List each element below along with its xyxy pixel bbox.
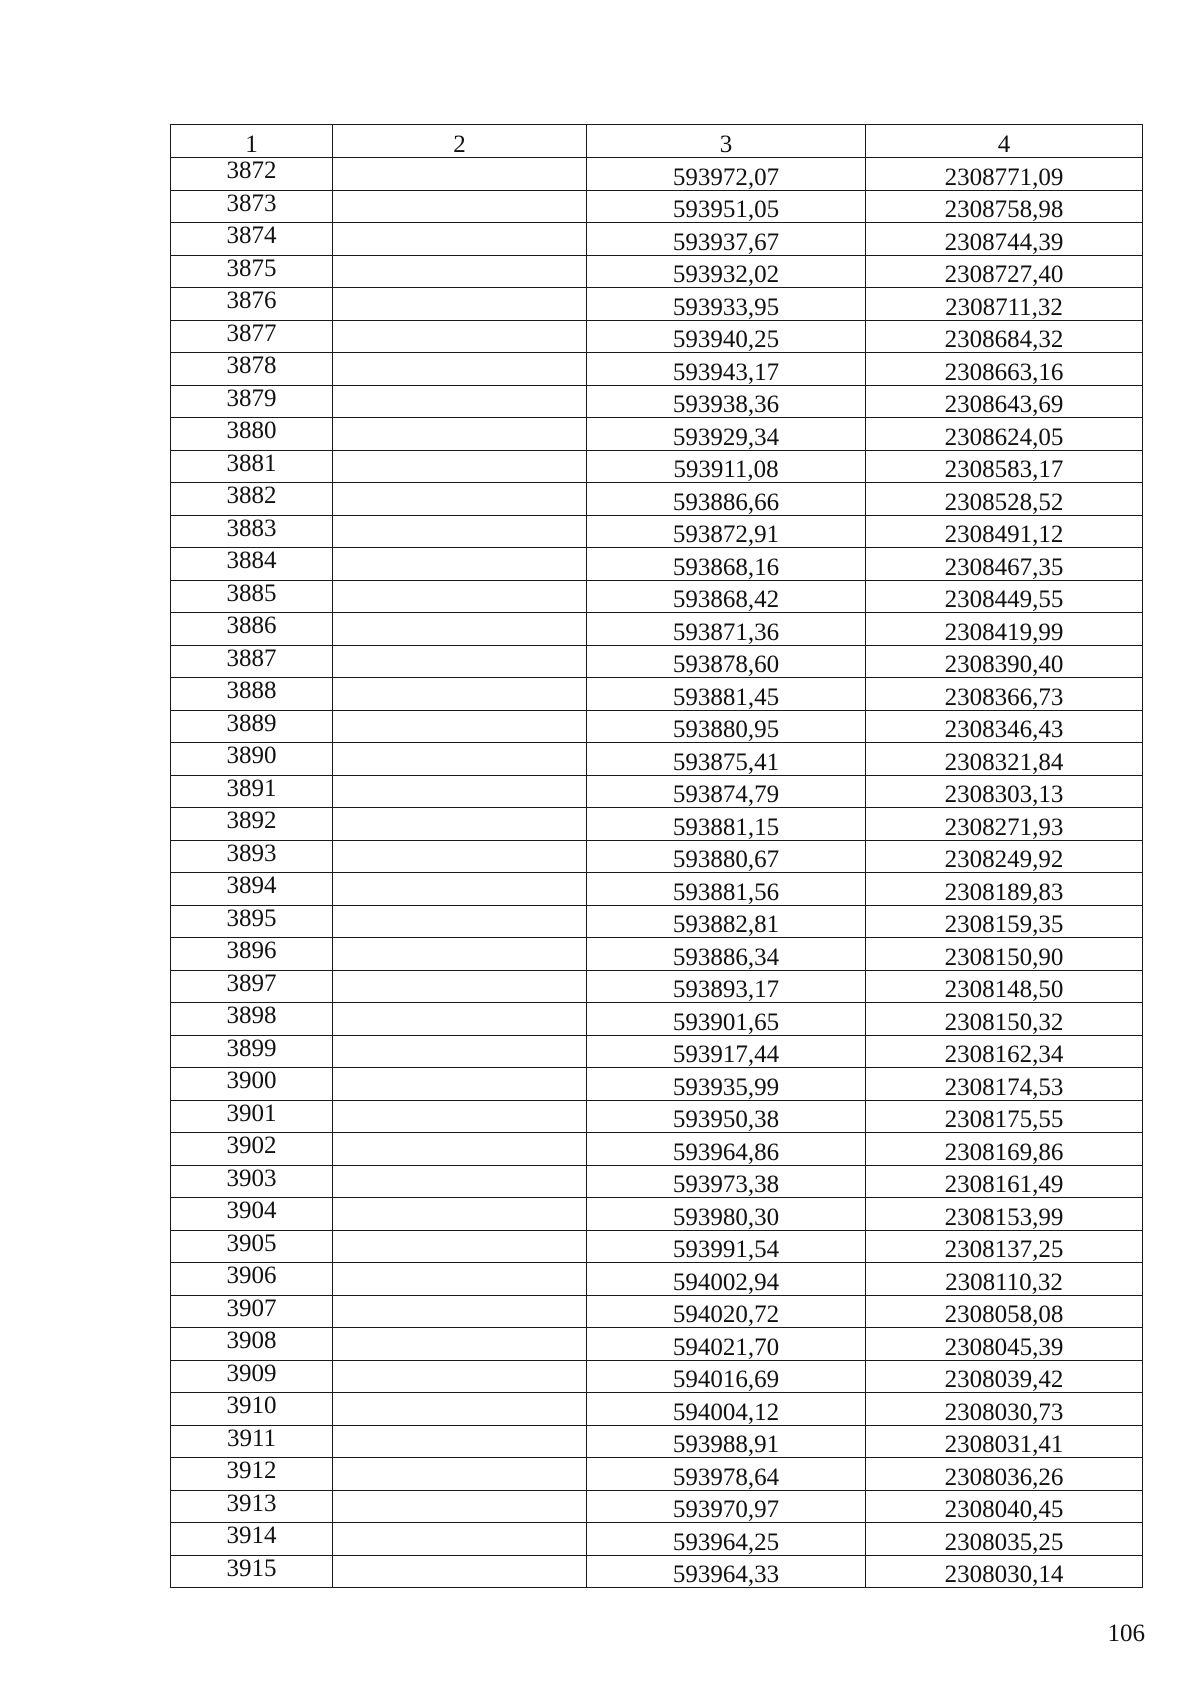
y-coordinate-cell: 2308040,45 bbox=[866, 1490, 1143, 1523]
description-cell bbox=[333, 970, 587, 1003]
table-row bbox=[171, 418, 1143, 451]
description-cell bbox=[333, 905, 587, 938]
description-cell bbox=[333, 710, 587, 743]
table-row bbox=[171, 645, 1143, 678]
description-cell bbox=[333, 1230, 587, 1263]
x-coordinate-cell: 593978,64 bbox=[587, 1458, 866, 1491]
point-number-cell: 3880 bbox=[171, 418, 333, 451]
y-coordinate-cell: 2308159,35 bbox=[866, 905, 1143, 938]
column-header-2: 2 bbox=[333, 125, 587, 158]
y-coordinate-cell: 2308744,39 bbox=[866, 223, 1143, 256]
y-coordinate-cell: 2308528,52 bbox=[866, 483, 1143, 516]
x-coordinate-cell: 593874,79 bbox=[587, 775, 866, 808]
page-number: 106 bbox=[1107, 1620, 1145, 1647]
y-coordinate-cell: 2308771,09 bbox=[866, 158, 1143, 191]
point-number-cell: 3900 bbox=[171, 1068, 333, 1101]
y-coordinate-cell: 2308249,92 bbox=[866, 840, 1143, 873]
table-row bbox=[171, 320, 1143, 353]
table-row bbox=[171, 873, 1143, 906]
y-coordinate-cell: 2308491,12 bbox=[866, 515, 1143, 548]
description-cell bbox=[333, 1035, 587, 1068]
table-header-row bbox=[171, 125, 1143, 158]
y-coordinate-cell: 2308419,99 bbox=[866, 613, 1143, 646]
table-row bbox=[171, 743, 1143, 776]
x-coordinate-cell: 593881,15 bbox=[587, 808, 866, 841]
table-row bbox=[171, 1198, 1143, 1231]
description-cell bbox=[333, 353, 587, 386]
point-number-cell: 3893 bbox=[171, 840, 333, 873]
point-number-cell: 3914 bbox=[171, 1523, 333, 1556]
y-coordinate-cell: 2308031,41 bbox=[866, 1425, 1143, 1458]
table-row bbox=[171, 548, 1143, 581]
x-coordinate-cell: 593872,91 bbox=[587, 515, 866, 548]
x-coordinate-cell: 593868,16 bbox=[587, 548, 866, 581]
description-cell bbox=[333, 645, 587, 678]
description-cell bbox=[333, 1393, 587, 1426]
y-coordinate-cell: 2308161,49 bbox=[866, 1165, 1143, 1198]
point-number-cell: 3888 bbox=[171, 678, 333, 711]
column-header-4: 4 bbox=[866, 125, 1143, 158]
description-cell bbox=[333, 288, 587, 321]
point-number-cell: 3891 bbox=[171, 775, 333, 808]
point-number-cell: 3906 bbox=[171, 1263, 333, 1296]
description-cell bbox=[333, 873, 587, 906]
point-number-cell: 3901 bbox=[171, 1100, 333, 1133]
description-cell bbox=[333, 385, 587, 418]
point-number-cell: 3897 bbox=[171, 970, 333, 1003]
column-header-3: 3 bbox=[587, 125, 866, 158]
description-cell bbox=[333, 1523, 587, 1556]
description-cell bbox=[333, 1490, 587, 1523]
description-cell bbox=[333, 255, 587, 288]
x-coordinate-cell: 593886,34 bbox=[587, 938, 866, 971]
x-coordinate-cell: 593938,36 bbox=[587, 385, 866, 418]
y-coordinate-cell: 2308727,40 bbox=[866, 255, 1143, 288]
point-number-cell: 3887 bbox=[171, 645, 333, 678]
table-row bbox=[171, 1490, 1143, 1523]
x-coordinate-cell: 593875,41 bbox=[587, 743, 866, 776]
table-row bbox=[171, 613, 1143, 646]
point-number-cell: 3903 bbox=[171, 1165, 333, 1198]
x-coordinate-cell: 593972,07 bbox=[587, 158, 866, 191]
description-cell bbox=[333, 1425, 587, 1458]
description-cell bbox=[333, 1458, 587, 1491]
y-coordinate-cell: 2308449,55 bbox=[866, 580, 1143, 613]
x-coordinate-cell: 593970,97 bbox=[587, 1490, 866, 1523]
description-cell bbox=[333, 1360, 587, 1393]
point-number-cell: 3885 bbox=[171, 580, 333, 613]
point-number-cell: 3886 bbox=[171, 613, 333, 646]
x-coordinate-cell: 593881,45 bbox=[587, 678, 866, 711]
description-cell bbox=[333, 1100, 587, 1133]
point-number-cell: 3899 bbox=[171, 1035, 333, 1068]
table-row bbox=[171, 775, 1143, 808]
table-row bbox=[171, 1263, 1143, 1296]
y-coordinate-cell: 2308303,13 bbox=[866, 775, 1143, 808]
column-header-1: 1 bbox=[171, 125, 333, 158]
y-coordinate-cell: 2308036,26 bbox=[866, 1458, 1143, 1491]
x-coordinate-cell: 594016,69 bbox=[587, 1360, 866, 1393]
description-cell bbox=[333, 1003, 587, 1036]
x-coordinate-cell: 593937,67 bbox=[587, 223, 866, 256]
x-coordinate-cell: 593943,17 bbox=[587, 353, 866, 386]
description-cell bbox=[333, 840, 587, 873]
table-row bbox=[171, 938, 1143, 971]
point-number-cell: 3913 bbox=[171, 1490, 333, 1523]
x-coordinate-cell: 593901,65 bbox=[587, 1003, 866, 1036]
point-number-cell: 3883 bbox=[171, 515, 333, 548]
x-coordinate-cell: 593991,54 bbox=[587, 1230, 866, 1263]
description-cell bbox=[333, 678, 587, 711]
x-coordinate-cell: 593988,91 bbox=[587, 1425, 866, 1458]
x-coordinate-cell: 593881,56 bbox=[587, 873, 866, 906]
description-cell bbox=[333, 1068, 587, 1101]
y-coordinate-cell: 2308137,25 bbox=[866, 1230, 1143, 1263]
description-cell bbox=[333, 548, 587, 581]
table-row bbox=[171, 1133, 1143, 1166]
description-cell bbox=[333, 418, 587, 451]
table-row bbox=[171, 1165, 1143, 1198]
y-coordinate-cell: 2308346,43 bbox=[866, 710, 1143, 743]
table-row bbox=[171, 1003, 1143, 1036]
point-number-cell: 3909 bbox=[171, 1360, 333, 1393]
y-coordinate-cell: 2308189,83 bbox=[866, 873, 1143, 906]
point-number-cell: 3902 bbox=[171, 1133, 333, 1166]
y-coordinate-cell: 2308271,93 bbox=[866, 808, 1143, 841]
y-coordinate-cell: 2308148,50 bbox=[866, 970, 1143, 1003]
x-coordinate-cell: 593964,86 bbox=[587, 1133, 866, 1166]
y-coordinate-cell: 2308035,25 bbox=[866, 1523, 1143, 1556]
point-number-cell: 3907 bbox=[171, 1295, 333, 1328]
description-cell bbox=[333, 743, 587, 776]
point-number-cell: 3898 bbox=[171, 1003, 333, 1036]
x-coordinate-cell: 593893,17 bbox=[587, 970, 866, 1003]
y-coordinate-cell: 2308169,86 bbox=[866, 1133, 1143, 1166]
table-row bbox=[171, 580, 1143, 613]
table-row bbox=[171, 1360, 1143, 1393]
table-row bbox=[171, 1523, 1143, 1556]
table-row bbox=[171, 1035, 1143, 1068]
x-coordinate-cell: 593973,38 bbox=[587, 1165, 866, 1198]
x-coordinate-cell: 594002,94 bbox=[587, 1263, 866, 1296]
table-row bbox=[171, 353, 1143, 386]
point-number-cell: 3879 bbox=[171, 385, 333, 418]
table-row bbox=[171, 223, 1143, 256]
table-row bbox=[171, 483, 1143, 516]
point-number-cell: 3911 bbox=[171, 1425, 333, 1458]
point-number-cell: 3892 bbox=[171, 808, 333, 841]
x-coordinate-cell: 593935,99 bbox=[587, 1068, 866, 1101]
table-row bbox=[171, 255, 1143, 288]
y-coordinate-cell: 2308390,40 bbox=[866, 645, 1143, 678]
description-cell bbox=[333, 450, 587, 483]
x-coordinate-cell: 593933,95 bbox=[587, 288, 866, 321]
table-row bbox=[171, 450, 1143, 483]
point-number-cell: 3881 bbox=[171, 450, 333, 483]
y-coordinate-cell: 2308711,32 bbox=[866, 288, 1143, 321]
description-cell bbox=[333, 580, 587, 613]
table-row bbox=[171, 970, 1143, 1003]
description-cell bbox=[333, 613, 587, 646]
point-number-cell: 3884 bbox=[171, 548, 333, 581]
x-coordinate-cell: 593964,25 bbox=[587, 1523, 866, 1556]
point-number-cell: 3910 bbox=[171, 1393, 333, 1426]
table-row bbox=[171, 288, 1143, 321]
x-coordinate-cell: 593929,34 bbox=[587, 418, 866, 451]
y-coordinate-cell: 2308663,16 bbox=[866, 353, 1143, 386]
table-body bbox=[171, 158, 1143, 1588]
table-row bbox=[171, 1458, 1143, 1491]
point-number-cell: 3876 bbox=[171, 288, 333, 321]
table-row bbox=[171, 1230, 1143, 1263]
table-row bbox=[171, 840, 1143, 873]
point-number-cell: 3895 bbox=[171, 905, 333, 938]
point-number-cell: 3908 bbox=[171, 1328, 333, 1361]
point-number-cell: 3915 bbox=[171, 1555, 333, 1588]
description-cell bbox=[333, 1133, 587, 1166]
y-coordinate-cell: 2308624,05 bbox=[866, 418, 1143, 451]
coordinates-table bbox=[170, 124, 1143, 1588]
y-coordinate-cell: 2308045,39 bbox=[866, 1328, 1143, 1361]
description-cell bbox=[333, 1295, 587, 1328]
y-coordinate-cell: 2308366,73 bbox=[866, 678, 1143, 711]
table-row bbox=[171, 710, 1143, 743]
y-coordinate-cell: 2308058,08 bbox=[866, 1295, 1143, 1328]
y-coordinate-cell: 2308321,84 bbox=[866, 743, 1143, 776]
table-row bbox=[171, 158, 1143, 191]
point-number-cell: 3889 bbox=[171, 710, 333, 743]
y-coordinate-cell: 2308175,55 bbox=[866, 1100, 1143, 1133]
description-cell bbox=[333, 1263, 587, 1296]
point-number-cell: 3905 bbox=[171, 1230, 333, 1263]
description-cell bbox=[333, 808, 587, 841]
description-cell bbox=[333, 190, 587, 223]
table-row bbox=[171, 1328, 1143, 1361]
y-coordinate-cell: 2308039,42 bbox=[866, 1360, 1143, 1393]
x-coordinate-cell: 593917,44 bbox=[587, 1035, 866, 1068]
description-cell bbox=[333, 1198, 587, 1231]
description-cell bbox=[333, 320, 587, 353]
x-coordinate-cell: 594004,12 bbox=[587, 1393, 866, 1426]
description-cell bbox=[333, 223, 587, 256]
point-number-cell: 3874 bbox=[171, 223, 333, 256]
y-coordinate-cell: 2308150,90 bbox=[866, 938, 1143, 971]
table-row bbox=[171, 1393, 1143, 1426]
table-row bbox=[171, 1068, 1143, 1101]
x-coordinate-cell: 593878,60 bbox=[587, 645, 866, 678]
x-coordinate-cell: 593871,36 bbox=[587, 613, 866, 646]
description-cell bbox=[333, 515, 587, 548]
x-coordinate-cell: 593932,02 bbox=[587, 255, 866, 288]
y-coordinate-cell: 2308684,32 bbox=[866, 320, 1143, 353]
table-row bbox=[171, 905, 1143, 938]
y-coordinate-cell: 2308030,14 bbox=[866, 1555, 1143, 1588]
table-row bbox=[171, 1555, 1143, 1588]
point-number-cell: 3896 bbox=[171, 938, 333, 971]
y-coordinate-cell: 2308110,32 bbox=[866, 1263, 1143, 1296]
x-coordinate-cell: 593911,08 bbox=[587, 450, 866, 483]
point-number-cell: 3878 bbox=[171, 353, 333, 386]
description-cell bbox=[333, 938, 587, 971]
y-coordinate-cell: 2308643,69 bbox=[866, 385, 1143, 418]
point-number-cell: 3904 bbox=[171, 1198, 333, 1231]
y-coordinate-cell: 2308174,53 bbox=[866, 1068, 1143, 1101]
description-cell bbox=[333, 483, 587, 516]
y-coordinate-cell: 2308153,99 bbox=[866, 1198, 1143, 1231]
y-coordinate-cell: 2308150,32 bbox=[866, 1003, 1143, 1036]
table-row bbox=[171, 1425, 1143, 1458]
point-number-cell: 3894 bbox=[171, 873, 333, 906]
description-cell bbox=[333, 1328, 587, 1361]
table-row bbox=[171, 385, 1143, 418]
description-cell bbox=[333, 1165, 587, 1198]
table-row bbox=[171, 1295, 1143, 1328]
y-coordinate-cell: 2308583,17 bbox=[866, 450, 1143, 483]
x-coordinate-cell: 593880,95 bbox=[587, 710, 866, 743]
point-number-cell: 3877 bbox=[171, 320, 333, 353]
point-number-cell: 3912 bbox=[171, 1458, 333, 1491]
point-number-cell: 3873 bbox=[171, 190, 333, 223]
description-cell bbox=[333, 775, 587, 808]
point-number-cell: 3890 bbox=[171, 743, 333, 776]
y-coordinate-cell: 2308030,73 bbox=[866, 1393, 1143, 1426]
point-number-cell: 3875 bbox=[171, 255, 333, 288]
description-cell bbox=[333, 158, 587, 191]
y-coordinate-cell: 2308758,98 bbox=[866, 190, 1143, 223]
x-coordinate-cell: 593882,81 bbox=[587, 905, 866, 938]
y-coordinate-cell: 2308467,35 bbox=[866, 548, 1143, 581]
x-coordinate-cell: 594020,72 bbox=[587, 1295, 866, 1328]
table-row bbox=[171, 808, 1143, 841]
point-number-cell: 3872 bbox=[171, 158, 333, 191]
x-coordinate-cell: 593868,42 bbox=[587, 580, 866, 613]
table-row bbox=[171, 190, 1143, 223]
y-coordinate-cell: 2308162,34 bbox=[866, 1035, 1143, 1068]
table-row bbox=[171, 678, 1143, 711]
x-coordinate-cell: 593940,25 bbox=[587, 320, 866, 353]
x-coordinate-cell: 593964,33 bbox=[587, 1555, 866, 1588]
x-coordinate-cell: 594021,70 bbox=[587, 1328, 866, 1361]
x-coordinate-cell: 593951,05 bbox=[587, 190, 866, 223]
x-coordinate-cell: 593980,30 bbox=[587, 1198, 866, 1231]
point-number-cell: 3882 bbox=[171, 483, 333, 516]
description-cell bbox=[333, 1555, 587, 1588]
x-coordinate-cell: 593886,66 bbox=[587, 483, 866, 516]
table-row bbox=[171, 515, 1143, 548]
x-coordinate-cell: 593880,67 bbox=[587, 840, 866, 873]
table-row bbox=[171, 1100, 1143, 1133]
x-coordinate-cell: 593950,38 bbox=[587, 1100, 866, 1133]
